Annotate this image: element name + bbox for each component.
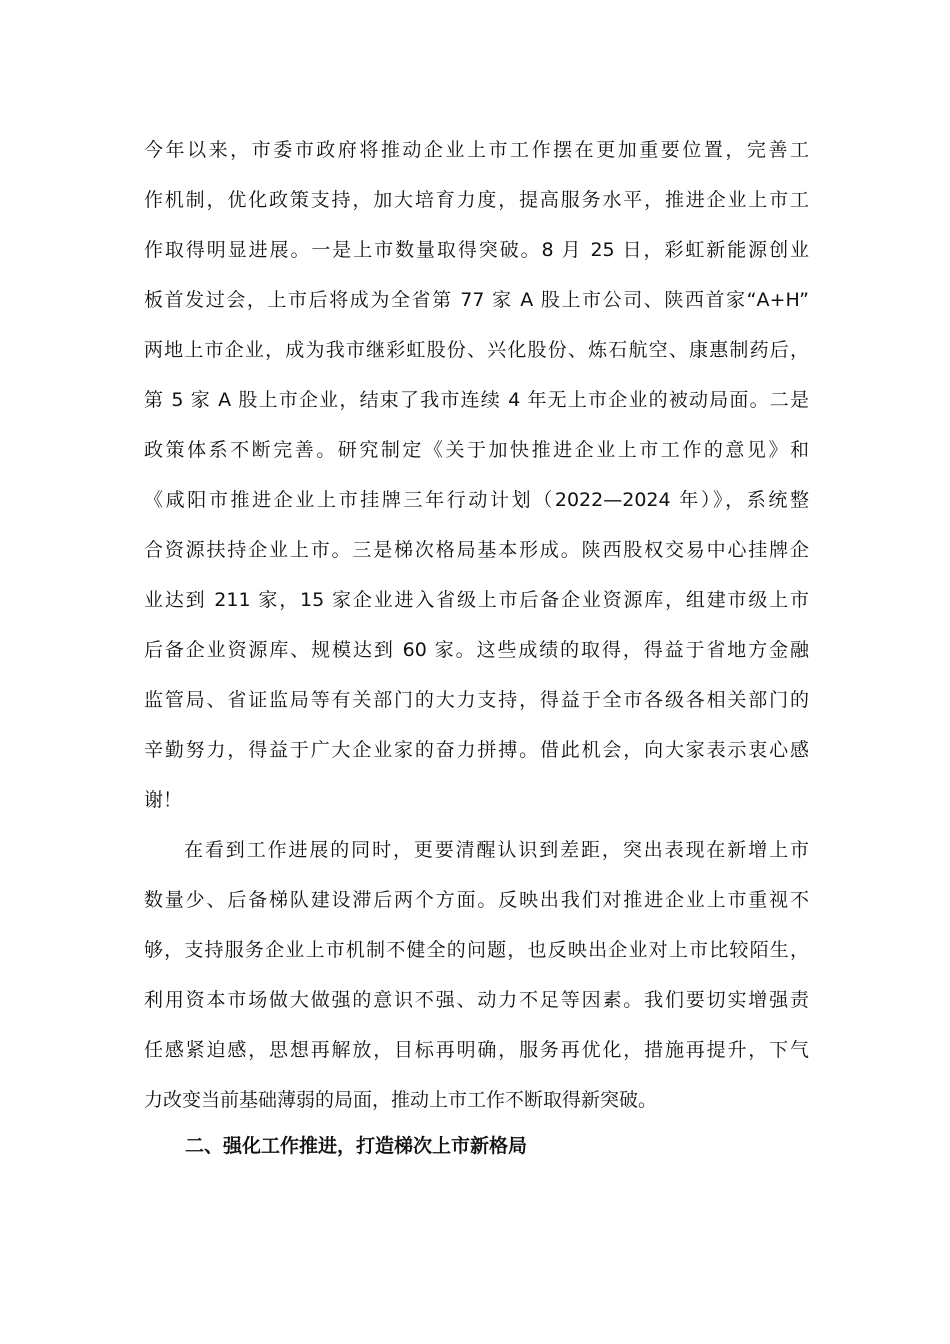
paragraph-gaps (144, 825, 809, 1125)
text-line: 后备企业资源库、规模达到 60 家。这些成绩的取得，得益于省地方金融 (144, 639, 809, 661)
text-line: 两地上市企业，成为我市继彩虹股份、兴化股份、炼石航空、康惠制药后， (144, 339, 809, 361)
text-line: 第 5 家 A 股上市企业，结束了我市连续 4 年无上市企业的被动局面。二是 (144, 389, 809, 411)
text-line: 《咸阳市推进企业上市挂牌三年行动计划（2022—2024 年）》，系统整 (144, 489, 809, 511)
text-line: 监管局、省证监局等有关部门的大力支持，得益于全市各级各相关部门的 (144, 689, 809, 711)
text-line: 今年以来，市委市政府将推动企业上市工作摆在更加重要位置，完善工 (144, 139, 809, 161)
text-line: 政策体系不断完善。研究制定《关于加快推进企业上市工作的意见》和 (144, 439, 809, 461)
text-line: 合资源扶持企业上市。三是梯次格局基本形成。陕西股权交易中心挂牌企 (144, 539, 809, 561)
text-line: 够，支持服务企业上市机制不健全的问题，也反映出企业对上市比较陌生， (144, 939, 809, 961)
text-line: 任感紧迫感，思想再解放，目标再明确，服务再优化，措施再提升，下气 (144, 1039, 809, 1061)
text-line: 在看到工作进展的同时，更要清醒认识到差距，突出表现在新增上市 (184, 839, 809, 861)
text-line: 力改变当前基础薄弱的局面，推动上市工作不断取得新突破。 (144, 1089, 658, 1111)
text-line: 数量少、后备梯队建设滞后两个方面。反映出我们对推进企业上市重视不 (144, 889, 809, 911)
paragraph-achievements (144, 125, 809, 825)
text-line: 辛勤努力，得益于广大企业家的奋力拼搏。借此机会，向大家表示衷心感 (144, 739, 809, 761)
text-line: 业达到 211 家，15 家企业进入省级上市后备企业资源库，组建市级上市 (144, 589, 809, 611)
section-heading: 二、强化工作推进，打造梯次上市新格局 (185, 1135, 528, 1157)
text-line: 板首发过会，上市后将成为全省第 77 家 A 股上市公司、陕西首家“A+H” (144, 289, 809, 311)
text-line: 作取得明显进展。一是上市数量取得突破。8 月 25 日，彩虹新能源创业 (144, 239, 809, 261)
text-line: 谢！ (144, 789, 183, 811)
text-line: 利用资本市场做大做强的意识不强、动力不足等因素。我们要切实增强责 (144, 989, 809, 1011)
text-line: 作机制，优化政策支持，加大培育力度，提高服务水平，推进企业上市工 (144, 189, 809, 211)
